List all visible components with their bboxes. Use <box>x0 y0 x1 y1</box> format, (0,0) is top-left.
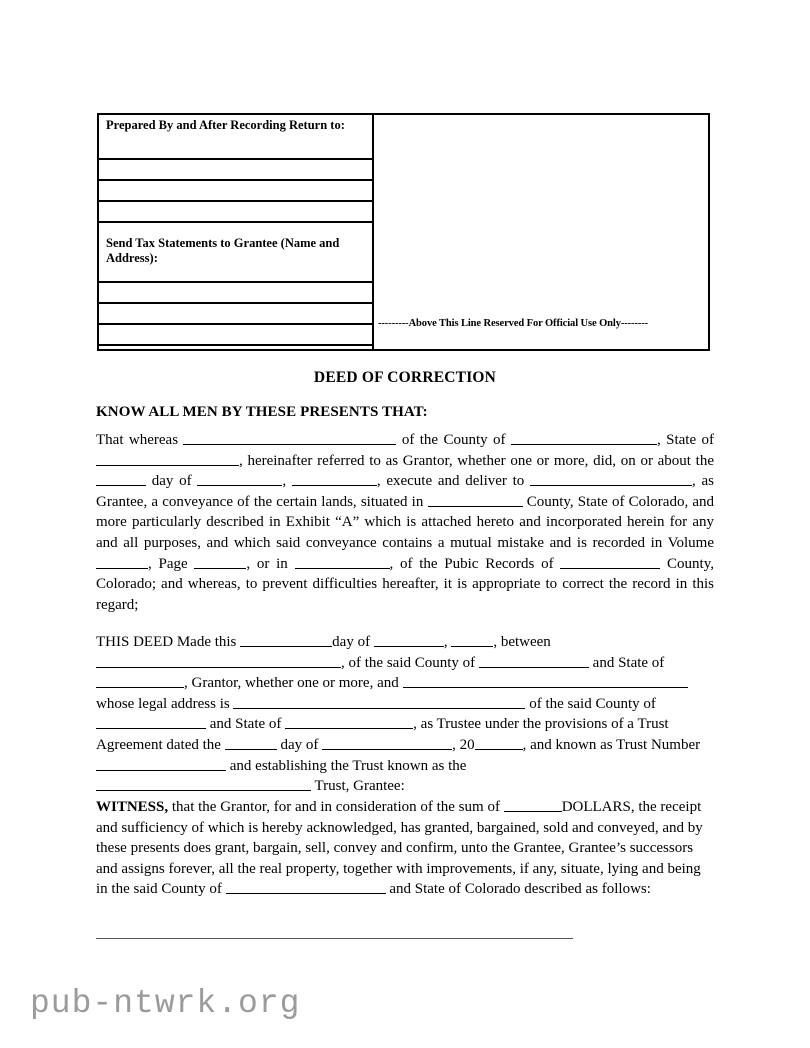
deed-month-blank[interactable] <box>374 632 444 647</box>
paragraph-this-deed <box>96 632 714 797</box>
official-use-note: ---------Above This Line Reserved For Official Use Only-------- <box>378 318 649 329</box>
blank-line-cell-5[interactable] <box>99 304 372 325</box>
deed-grantor-state-blank[interactable] <box>96 673 184 688</box>
instrument-blank[interactable] <box>295 554 390 569</box>
send-tax-statements-cell <box>99 223 372 284</box>
p3-text-4: and State of Colorado described as follows: <box>389 881 651 898</box>
deed-grantee-name-blank[interactable] <box>403 673 688 688</box>
trust-name-blank[interactable] <box>96 776 311 791</box>
consideration-amount-blank[interactable] <box>504 797 562 812</box>
p2-text-9: of the said County of <box>529 695 656 712</box>
p1-text-11: , Page <box>148 555 188 572</box>
p2-text-10: and State of <box>209 716 282 733</box>
lands-county-blank[interactable] <box>428 492 523 507</box>
p2-text-12: day of <box>280 736 319 753</box>
conveyance-month-blank[interactable] <box>197 471 282 486</box>
deed-grantor-name-blank[interactable] <box>96 653 341 668</box>
legal-description-blank-line[interactable] <box>96 938 573 939</box>
p2-text-4: , between <box>493 634 551 650</box>
p1-text-8: , execute and deliver to <box>376 473 525 490</box>
recording-info-table <box>97 113 710 351</box>
p2-text-1: THIS DEED Made this <box>96 634 237 650</box>
know-all-men-heading: KNOW ALL MEN BY THESE PRESENTS THAT: <box>96 404 428 420</box>
trust-month-blank[interactable] <box>322 735 452 750</box>
p1-text-14: County, Colorado; and whereas, to prevent difficulties hereafter, it is appropriate to correct the record in this regard; <box>96 555 714 613</box>
grantor-state-blank[interactable] <box>96 451 239 466</box>
p1-text-4: State of <box>666 432 714 448</box>
prepared-by-cell <box>99 115 372 160</box>
grantee-name-blank[interactable] <box>530 471 692 486</box>
p3-text-2: that the Grantor, for and in consideration of the sum of <box>171 799 500 815</box>
blank-line-cell-3[interactable] <box>99 202 372 223</box>
p1-text-7: , <box>282 473 287 490</box>
deed-day-blank[interactable] <box>240 632 332 647</box>
conveyance-year-blank[interactable] <box>292 471 377 486</box>
volume-blank[interactable] <box>96 554 148 569</box>
watermark-text: pub-ntwrk.org <box>30 985 301 1022</box>
blank-line-cell-4[interactable] <box>99 283 372 304</box>
conveyance-day-blank[interactable] <box>96 471 146 486</box>
p2-text-16: Trust, Grantee: <box>314 778 405 795</box>
send-tax-statements-label: Send Tax Statements to Grantee (Name and Address): <box>106 235 340 265</box>
p2-text-11: , as Trustee under the provisions of a Trust Agreement dated the <box>96 716 669 753</box>
paragraph-witness <box>96 797 714 900</box>
trustee-county-blank[interactable] <box>96 714 206 729</box>
blank-line-cell-6[interactable] <box>99 325 372 346</box>
trust-number-blank[interactable] <box>96 756 226 771</box>
deed-grantor-county-blank[interactable] <box>479 653 589 668</box>
p2-text-3: , <box>443 634 448 650</box>
p2-text-7: , Grantor, whether one or more, and <box>184 675 399 692</box>
page-blank[interactable] <box>194 554 246 569</box>
p2-text-13: , 20 <box>452 736 475 753</box>
page-title: DEED OF CORRECTION <box>313 369 497 386</box>
property-county-blank[interactable] <box>226 879 386 894</box>
p1-text-6: day of <box>151 473 192 490</box>
p1-text-5: , hereinafter referred to as Grantor, whether one or more, did, on or about the <box>239 452 714 469</box>
p2-text-5: , of the said County of <box>341 654 476 671</box>
blank-line-cell-7[interactable] <box>99 346 372 349</box>
p1-text-12: , or in <box>246 555 288 572</box>
deed-year-blank[interactable] <box>451 632 493 647</box>
p2-text-15: and establishing the Trust known as the <box>229 757 467 774</box>
p2-text-14: , and known as Trust Number <box>522 736 701 753</box>
legal-address-blank[interactable] <box>233 694 525 709</box>
recording-table-left-column <box>99 115 374 349</box>
p1-text-10: County, State of Colorado, and more particularly described in Exhibit “A” which is attached hereto and incorporated herein for any and all purposes, and which said conveyance contains a mutual mistake and is recorded in Volume <box>96 493 715 551</box>
paragraph-whereas <box>96 430 714 615</box>
prepared-by-label: Prepared By and After Recording Return to: <box>106 118 345 132</box>
p3-text-3: DOLLARS, the receipt and sufficiency of which is hereby acknowledged, has granted, bargained, sold and conveyed, and by these presents does grant, bargain, sell, convey and confirm, unto the Grantee, Grantee’s successors and assigns forever, all the real property, together with improvements, if any, situate, lying and being in the said County of <box>96 799 703 898</box>
p1-text-9: , as Grantee, a conveyance of the certain lands, situated in <box>96 473 715 510</box>
grantor-name-blank[interactable] <box>183 430 396 445</box>
trust-day-blank[interactable] <box>225 735 277 750</box>
records-county-blank[interactable] <box>560 554 660 569</box>
p2-text-2: day of <box>332 634 371 650</box>
witness-label: WITNESS, <box>96 799 169 815</box>
blank-line-cell-1[interactable] <box>99 160 372 181</box>
p1-text-2: of the County of <box>401 432 506 448</box>
trust-year-blank[interactable] <box>475 735 523 750</box>
p2-text-6: and State of <box>592 654 665 671</box>
p1-text-3: , <box>656 432 661 448</box>
grantor-county-blank[interactable] <box>511 430 657 445</box>
official-use-column <box>374 115 708 349</box>
trustee-state-blank[interactable] <box>285 714 413 729</box>
blank-line-cell-2[interactable] <box>99 181 372 202</box>
p1-text-1: That whereas <box>96 432 179 448</box>
p1-text-13: , of the Pubic Records of <box>389 555 554 572</box>
p2-text-8: whose legal address is <box>96 695 230 712</box>
